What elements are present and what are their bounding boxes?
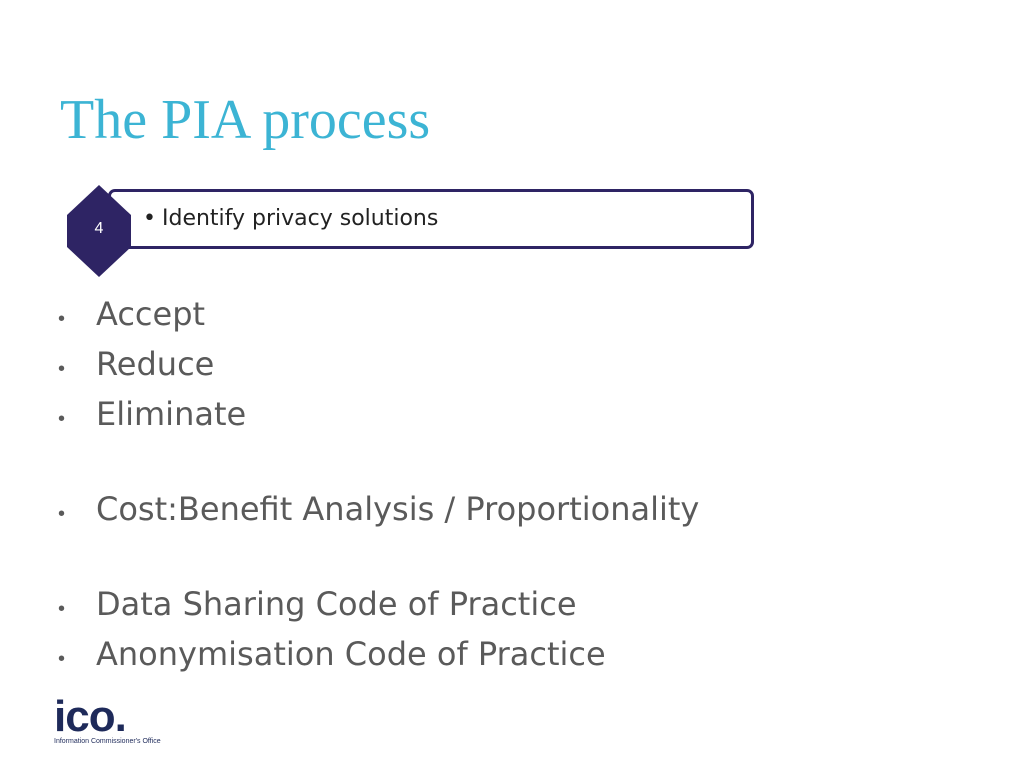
bullet-text: Accept [96,295,206,333]
bullet-icon: • [58,503,66,525]
list-item [58,392,699,442]
list-item [58,582,699,632]
logo-wordmark: ico. [54,692,126,741]
step-bullet: • [143,206,156,231]
bullet-text: Reduce [96,345,215,383]
bullet-icon: • [58,358,66,380]
step-box [108,189,754,249]
ico-logo [54,692,161,745]
bullet-text: Eliminate [96,395,247,433]
bullet-icon: • [58,308,66,330]
bullet-icon: • [58,648,66,670]
spacer [58,537,699,582]
bullet-text: Data Sharing Code of Practice [96,585,577,623]
bullet-text: Anonymisation Code of Practice [96,635,606,673]
list-item [58,292,699,342]
step-text: Identify privacy solutions [161,206,439,231]
bullet-text: Cost:Benefit Analysis / Proportionality [96,490,700,528]
list-item [58,487,699,537]
step-number: 4 [94,220,104,237]
step-label [143,206,438,231]
slide-title: The PIA process [60,89,431,151]
bullet-icon: • [58,598,66,620]
list-item [58,632,699,682]
list-item [58,342,699,392]
logo-subtitle: Information Commissioner's Office [54,738,161,745]
bullet-list [58,292,699,682]
spacer [58,442,699,487]
bullet-icon: • [58,408,66,430]
